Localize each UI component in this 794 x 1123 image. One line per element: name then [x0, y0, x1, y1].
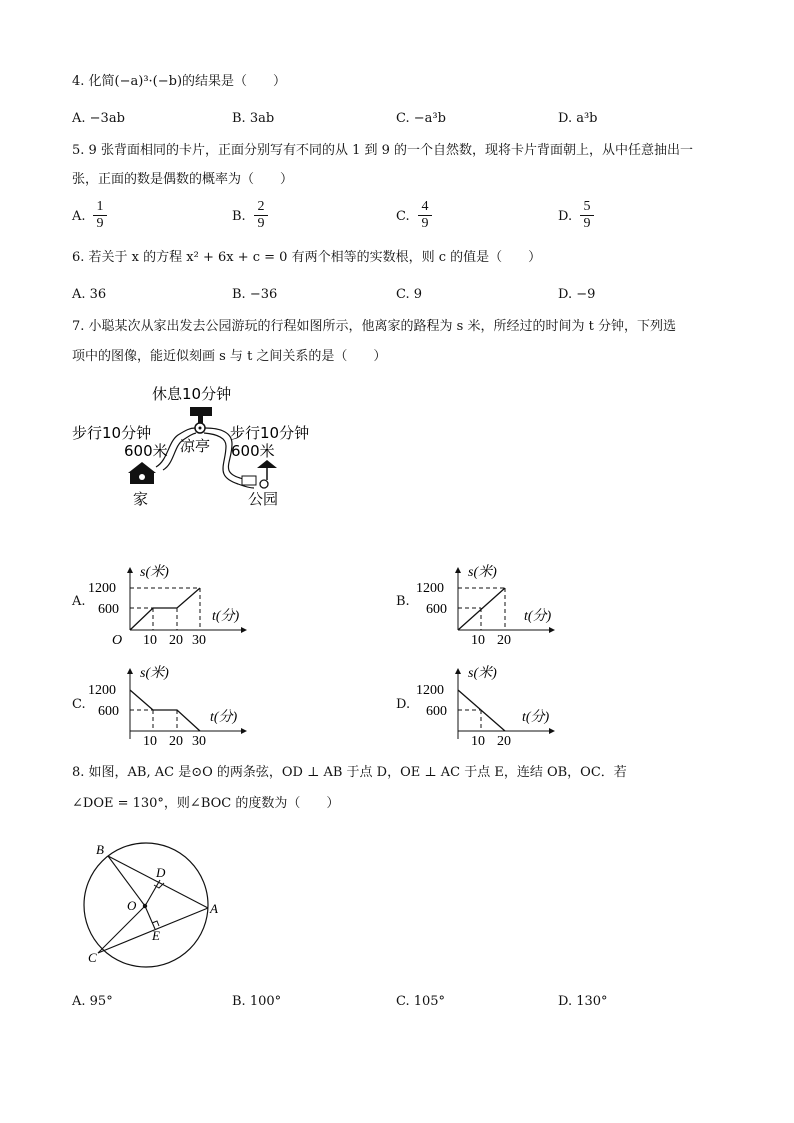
- q5-option-d-fraction: [580, 199, 594, 232]
- x-tick-20: 20: [169, 633, 183, 648]
- q6-option-a: A. 36: [72, 287, 107, 302]
- x-tick-20: 20: [169, 734, 183, 749]
- y-tick-600: 600: [98, 704, 119, 719]
- q4-option-b: B. 3ab: [232, 111, 275, 126]
- graph-c: [88, 663, 248, 753]
- distance-left-label: 600米: [124, 442, 168, 460]
- q4-stem: 4. 化简(−a)³·(−b)的结果是（ ）: [72, 74, 287, 89]
- q7-stem-line1: 7. 小聪某次从家出发去公园游玩的行程如图所示，他离家的路程为 s 米，所经过的时间为 t 分钟，下列选: [72, 319, 676, 334]
- q5-stem-line2: 张，正面的数是偶数的概率为（ ）: [72, 172, 294, 187]
- x-axis-label: t(分): [524, 609, 552, 624]
- y-tick-1200: 1200: [416, 683, 444, 698]
- point-a: A: [210, 901, 218, 916]
- pavilion-roof-icon: [190, 407, 212, 416]
- y-tick-600: 600: [426, 704, 447, 719]
- q8-option-b: B. 100°: [232, 994, 282, 1009]
- q5-option-a-letter: A.: [72, 209, 86, 224]
- fraction-denominator: 9: [257, 216, 265, 231]
- x-tick-10: 10: [143, 633, 157, 648]
- point-e: E: [152, 928, 160, 943]
- y-axis-label: s(米): [468, 565, 497, 580]
- q5-option-b-letter: B.: [232, 209, 246, 224]
- q5-option-b-fraction: [254, 199, 268, 232]
- segment-oc: [98, 906, 145, 953]
- x-tick-30: 30: [192, 734, 206, 749]
- home-label: 家: [133, 490, 149, 508]
- y-tick-600: 600: [98, 602, 119, 617]
- park-label: 公园: [248, 490, 279, 508]
- y-tick-1200: 1200: [416, 581, 444, 596]
- q5-option-d-letter: D.: [558, 209, 573, 224]
- y-axis-label: s(米): [468, 666, 497, 681]
- pavilion-label: 凉亭: [180, 437, 211, 455]
- x-tick-20: 20: [497, 734, 511, 749]
- segment-oe: [145, 906, 155, 929]
- q8-option-d: D. 130°: [558, 994, 608, 1009]
- x-tick-10: 10: [471, 734, 485, 749]
- x-axis-label: t(分): [210, 710, 238, 725]
- walk-right-label: 步行10分钟: [230, 424, 310, 442]
- fraction-numerator: 4: [418, 199, 432, 216]
- x-tick-20: 20: [497, 633, 511, 648]
- q4-option-d: D. a³b: [558, 111, 598, 126]
- point-b: B: [96, 842, 104, 857]
- home-icon: [128, 462, 156, 484]
- fraction-numerator: 2: [254, 199, 268, 216]
- q4-option-a: A. −3ab: [72, 111, 125, 126]
- center-dot: [143, 904, 147, 908]
- q5-option-c-letter: C.: [396, 209, 410, 224]
- graph-a: [88, 562, 248, 652]
- y-tick-1200: 1200: [88, 683, 116, 698]
- q8-stem-line2: ∠DOE = 130°，则∠BOC 的度数为（ ）: [72, 796, 340, 811]
- walk-left-label: 步行10分钟: [72, 424, 152, 442]
- fraction-numerator: 1: [93, 199, 107, 216]
- park-icon: [257, 460, 277, 468]
- q6-stem: 6. 若关于 x 的方程 x² + 6x + c = 0 有两个相等的实数根，则 c 的值是（ ）: [72, 250, 542, 265]
- graph-a-line: [130, 588, 200, 630]
- graph-d-letter: D.: [396, 697, 411, 712]
- graph-b: [416, 562, 576, 652]
- y-tick-1200: 1200: [88, 581, 116, 596]
- circle-figure: [80, 838, 230, 973]
- graph-c-letter: C.: [72, 697, 86, 712]
- point-c: C: [88, 950, 97, 965]
- x-tick-10: 10: [143, 734, 157, 749]
- q8-option-c: C. 105°: [396, 994, 446, 1009]
- y-tick-600: 600: [426, 602, 447, 617]
- q8-option-a: A. 95°: [72, 994, 113, 1009]
- graph-b-letter: B.: [396, 594, 410, 609]
- fraction-denominator: 9: [583, 216, 591, 231]
- q6-option-d: D. −9: [558, 287, 596, 302]
- x-tick-10: 10: [471, 633, 485, 648]
- q5-option-a-fraction: [93, 199, 107, 232]
- fraction-numerator: 5: [580, 199, 594, 216]
- q6-option-b: B. −36: [232, 287, 278, 302]
- q5-option-c-fraction: [418, 199, 432, 232]
- fraction-denominator: 9: [421, 216, 429, 231]
- rest-label: 休息10分钟: [152, 385, 232, 403]
- q5-stem-line1: 5. 9 张背面相同的卡片，正面分别写有不同的从 1 到 9 的一个自然数，现将卡片背面朝上，从中任意抽出一: [72, 143, 694, 158]
- y-axis-label: s(米): [140, 565, 169, 580]
- q7-stem-line2: 项中的图像，能近似刻画 s 与 t 之间关系的是（ ）: [72, 349, 387, 364]
- q6-option-c: C. 9: [396, 287, 423, 302]
- point-d: D: [156, 865, 166, 880]
- origin-label: O: [112, 633, 123, 648]
- distance-right-label: 600米: [231, 442, 275, 460]
- x-axis-label: t(分): [522, 710, 550, 725]
- point-o: O: [127, 898, 137, 913]
- route-map: [70, 380, 330, 515]
- q8-stem-line1: 8. 如图，AB, AC 是⊙O 的两条弦，OD ⊥ AB 于点 D，OE ⊥ AC 于点 E，连结 OB，OC．若: [72, 765, 627, 780]
- x-tick-30: 30: [192, 633, 206, 648]
- graph-a-letter: A.: [72, 594, 86, 609]
- segment-od: [145, 880, 160, 906]
- q4-option-c: C. −a³b: [396, 111, 446, 126]
- y-axis-label: s(米): [140, 666, 169, 681]
- fraction-denominator: 9: [96, 216, 104, 231]
- x-axis-label: t(分): [212, 609, 240, 624]
- graph-d: [416, 663, 576, 753]
